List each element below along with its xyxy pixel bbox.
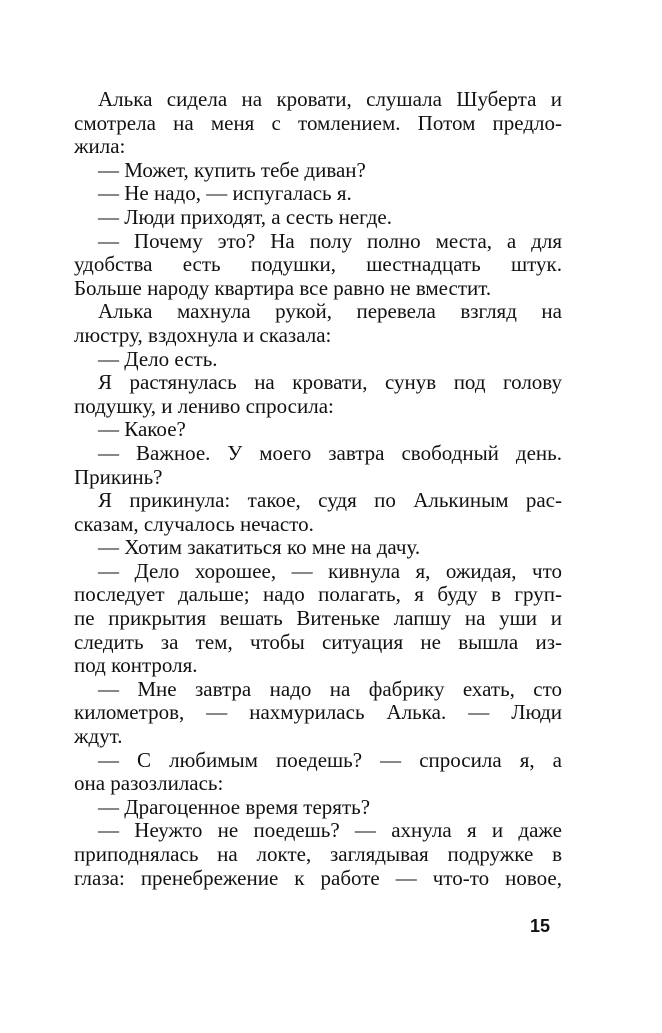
text-line: смотрела на меня с томлением. Потом предло-: [74, 111, 562, 135]
text-line: пе прикрытия вешать Витеньке лапшу на уши и: [74, 607, 562, 631]
text-line: — Хотим закатиться ко мне на дачу.: [98, 536, 421, 560]
text-line: — Неужто не поедешь? — ахнула я и даже: [98, 819, 562, 843]
page-number: 15: [530, 916, 551, 936]
text-line: последует дальше; надо полагать, я буду в груп-: [74, 583, 562, 607]
text-line: она разозлилась:: [74, 772, 224, 796]
text-line: сказам, случалось нечасто.: [74, 512, 314, 536]
text-line: Я прикинула: такое, судя по Алькиным рас-: [98, 489, 562, 513]
text-line: Больше народу квартира все равно не вместит.: [74, 276, 492, 300]
text-line: ждут.: [74, 725, 123, 749]
text-line: — Дело хорошее, — кивнула я, ожидая, что: [98, 559, 562, 583]
text-line: жила:: [74, 135, 126, 159]
text-line: Алька сидела на кровати, слушала Шуберта и: [98, 88, 562, 111]
text-line: следить за тем, чтобы ситуация не вышла из-: [74, 630, 562, 654]
text-line: — Может, купить тебе диван?: [98, 158, 366, 182]
text-line: Я растянулась на кровати, сунув под голову: [98, 371, 562, 395]
text-line: удобства есть подушки, шестнадцать штук.: [74, 253, 562, 277]
text-line: Алька махнула рукой, перевела взгляд на: [98, 300, 562, 324]
text-line: — Мне завтра надо на фабрику ехать, сто: [98, 677, 562, 701]
text-line: под контроля.: [74, 654, 198, 678]
text-line: — Какое?: [98, 418, 186, 442]
text-line: — Драгоценное время терять?: [98, 795, 371, 819]
text-line: километров, — нахмурилась Алька. — Люди: [74, 701, 562, 725]
text-line: подушку, и лениво спросила:: [74, 394, 334, 418]
text-line: — Дело есть.: [98, 347, 218, 371]
body-text: [74, 88, 562, 890]
text-line: — Почему это? На полу полно места, а для: [98, 229, 562, 253]
text-line: — Люди приходят, а сесть негде.: [98, 205, 392, 229]
text-line: глаза: пренебрежение к работе — что-то новое,: [74, 866, 562, 890]
text-line: Прикинь?: [74, 465, 163, 489]
text-line: — С любимым поедешь? — спросила я, а: [98, 748, 562, 772]
text-line: — Не надо, — испугалась я.: [98, 182, 352, 206]
text-line: — Важное. У моего завтра свободный день.: [98, 441, 562, 465]
text-line: приподнялась на локте, заглядывая подружке в: [74, 843, 562, 866]
text-line: люстру, вздохнула и сказала:: [74, 323, 332, 347]
